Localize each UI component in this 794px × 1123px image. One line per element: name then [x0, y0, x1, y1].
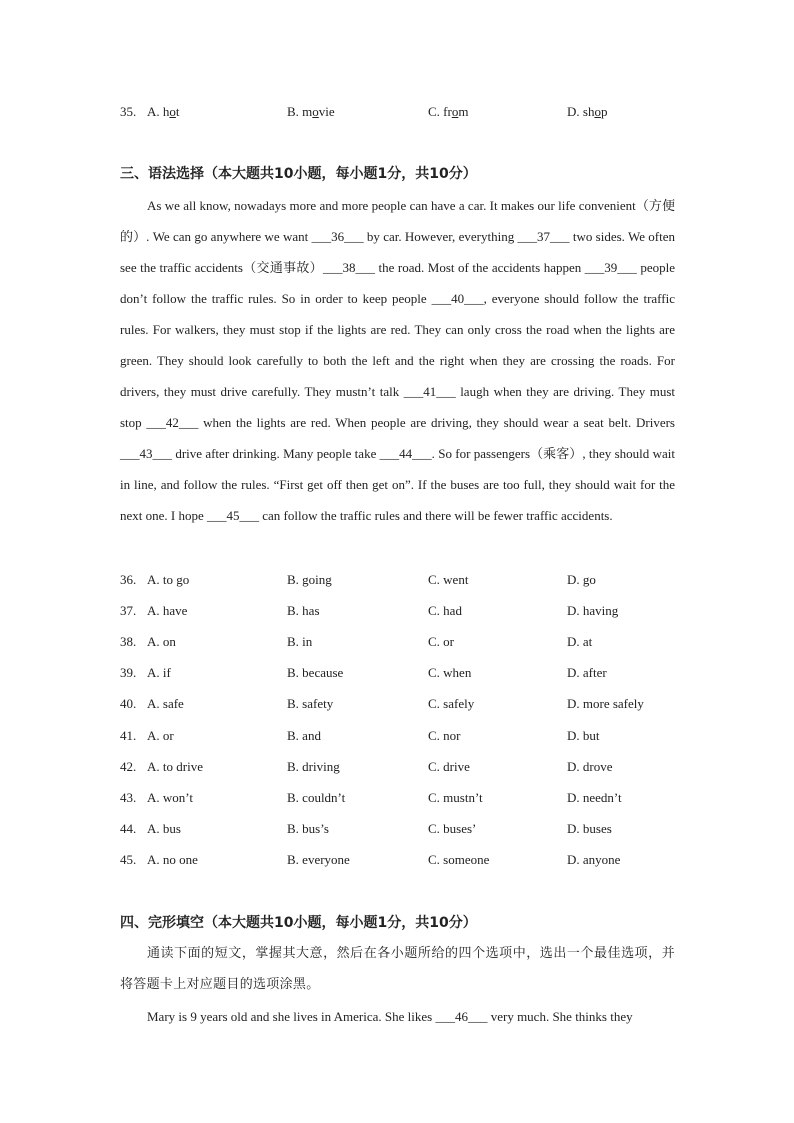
option-b: B. safety [287, 696, 334, 712]
option-b: B. in [287, 634, 313, 650]
option-d: D. buses [567, 820, 612, 836]
option-c: C. someone [428, 851, 490, 867]
question-number: 41. [120, 727, 137, 743]
option-d: D. go [567, 572, 596, 587]
question-row [120, 726, 680, 746]
option-b: B. has [287, 603, 320, 619]
option-c: C. buses’ [428, 820, 477, 836]
option-c: C. nor [428, 727, 461, 743]
section-3-heading: 三、语法选择（本大题共10小题，每小题1分，共10分） [120, 166, 477, 182]
option-b: B. bus’s [287, 820, 329, 836]
question-number: 42. [120, 758, 137, 774]
option-c: C. drive [428, 758, 470, 774]
question-number: 40. [120, 696, 137, 712]
option-a: A. if [147, 665, 171, 681]
question-row [120, 663, 680, 683]
option-d: D. but [567, 727, 600, 743]
question-row [120, 788, 680, 808]
question-row [120, 632, 680, 652]
question-35 [120, 102, 680, 122]
option-d: D. after [567, 665, 607, 681]
option-c: C. from [428, 104, 469, 119]
question-number: 43. [120, 789, 137, 805]
option-c: C. mustn’t [428, 789, 483, 805]
question-row [120, 757, 680, 777]
option-a: A. bus [147, 820, 181, 836]
option-c: C. had [428, 603, 462, 619]
option-d: D. at [567, 634, 593, 650]
option-b: B. everyone [287, 851, 350, 867]
option-a: A. hot [147, 104, 180, 119]
question-number: 44. [120, 820, 137, 836]
question-number: 37. [120, 603, 137, 619]
question-row [120, 819, 680, 839]
question-row [120, 850, 680, 870]
section-4-heading: 四、完形填空（本大题共10小题，每小题1分，共10分） [120, 915, 477, 931]
section-3-passage: As we all know, nowadays more and more people can have a car. It makes our life convenient（方便的）. We can go anywhere we want ___36___ by car. However, everything ___37___ two sides. We often see the traffic accidents（交通事故）___38___ the road. Most of the accidents happen ___39___ people don’t follow the traffic rules. So in order to keep people ___40___, everyone should follow the traffic rules. For walkers, they must stop if the lights are red. They can only cross the road when the lights are green. They should look carefully to both the left and the right when they are crossing the roads. For drivers, they must drive carefully. They mustn’t talk ___41___ laugh when they are driving. They must stop ___42___ when the lights are red. When people are driving, they should wear a seat belt. Drivers ___43___ drive after drinking. Many people take ___44___. So for passengers（乘客）, they should wait in line, and follow the rules. “First get off then get on”. If the buses are too full, they should wait for the next one. I hope ___45___ can follow the traffic rules and there will be fewer traffic accidents. [120, 198, 675, 523]
option-a: A. no one [147, 851, 198, 867]
option-a: A. won’t [147, 789, 193, 805]
option-b: B. couldn’t [287, 789, 346, 805]
option-d: D. needn’t [567, 789, 622, 805]
section-4-instructions: 通读下面的短文，掌握其大意，然后在各小题所给的四个选项中，选出一个最佳选项，并将答题卡上对应题目的选项涂黑。 [120, 946, 675, 992]
option-b: B. and [287, 727, 321, 743]
option-d: D. anyone [567, 851, 621, 867]
option-b: B. movie [287, 104, 335, 119]
question-number: 38. [120, 634, 137, 650]
option-d: D. shop [567, 104, 608, 119]
option-a: A. or [147, 727, 174, 743]
section-4-passage: Mary is 9 years old and she lives in America. She likes ___46___ very much. She thinks they [147, 1009, 633, 1024]
question-row [120, 694, 680, 714]
question-number: 45. [120, 851, 137, 867]
option-d: D. having [567, 603, 619, 619]
option-c: C. went [428, 572, 469, 587]
option-b: B. going [287, 572, 332, 587]
option-a: A. on [147, 634, 176, 650]
option-a: A. to drive [147, 758, 203, 774]
question-number: 35. [120, 104, 137, 119]
option-c: C. safely [428, 696, 475, 712]
option-d: D. more safely [567, 696, 644, 712]
question-number: 39. [120, 665, 137, 681]
option-a: A. safe [147, 696, 184, 712]
option-a: A. to go [147, 572, 190, 587]
option-b: B. driving [287, 758, 340, 774]
option-d: D. drove [567, 758, 613, 774]
option-a: A. have [147, 603, 188, 619]
question-row [120, 601, 680, 621]
question-row [120, 570, 680, 590]
option-c: C. when [428, 665, 472, 681]
option-b: B. because [287, 665, 344, 681]
option-c: C. or [428, 634, 454, 650]
question-number: 36. [120, 572, 137, 587]
